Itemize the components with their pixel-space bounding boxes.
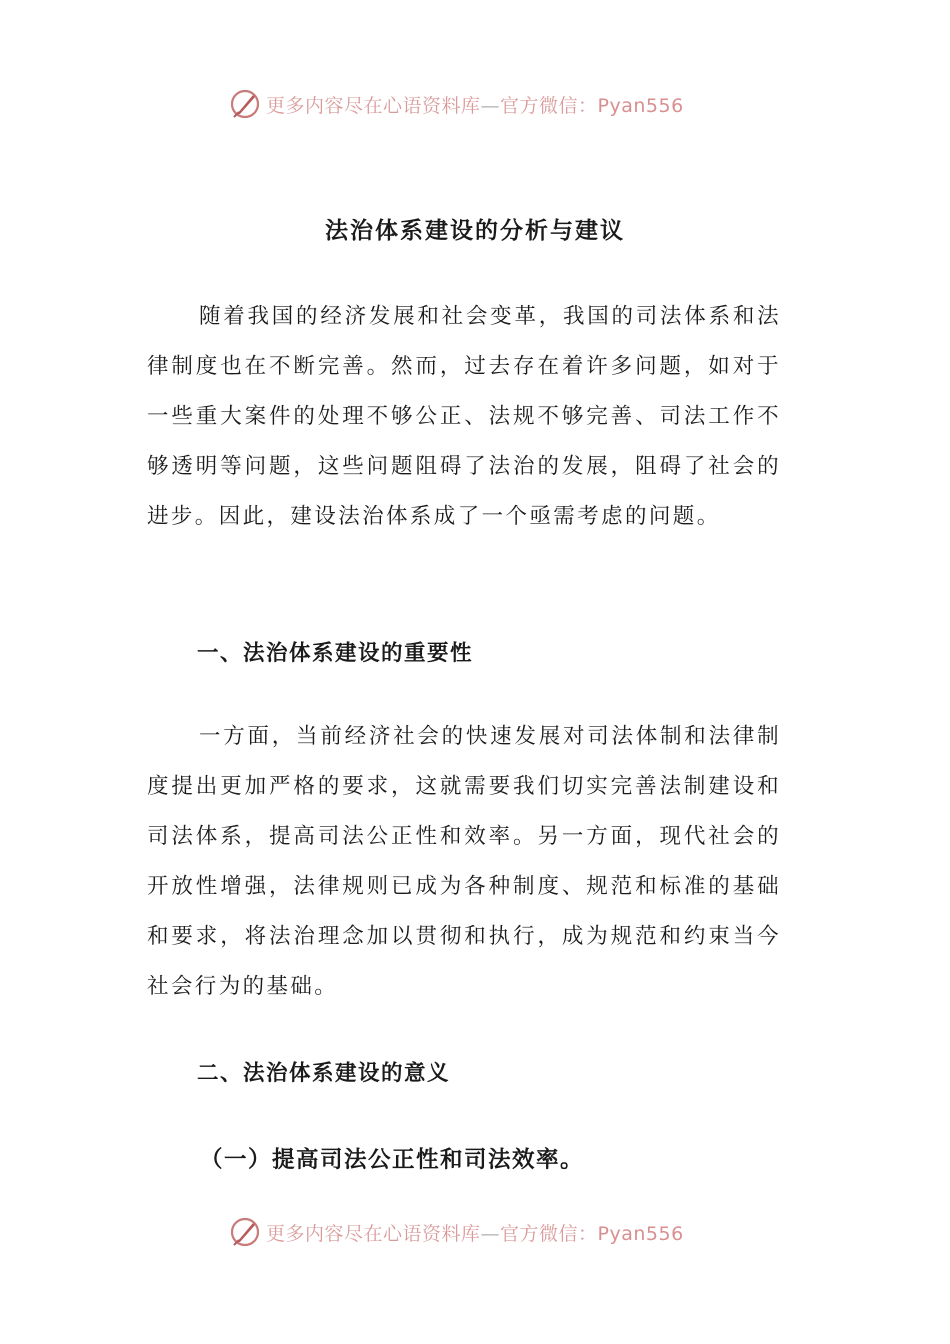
section-paragraph-importance: 一方面，当前经济社会的快速发展对司法体制和法律制度提出更加严格的要求，这就需要我们切实完善法制建设和司法体系，提高司法公正性和效率。另一方面，现代社会的开放性增强，法律规则已成为各种制度、规范和标准的基础和要求，将法治理念加以贯彻和执行，成为规范和约束当今社会行为的基础。: [147, 724, 781, 999]
watermark-text: 更多内容尽在心语资料库—官方微信：Pyan556: [266, 1222, 684, 1245]
watermark-banner-top: [0, 84, 950, 124]
watermark-text: 更多内容尽在心语资料库—官方微信：Pyan556: [266, 94, 684, 117]
document-title: 法治体系建设的分析与建议: [325, 217, 625, 244]
quill-pen-logo-icon: [228, 87, 262, 121]
watermark-content: [228, 84, 684, 124]
watermark-banner-bottom: [0, 1212, 950, 1252]
subsection-heading-justice-efficiency: （一）提高司法公正性和司法效率。: [200, 1147, 585, 1173]
quill-pen-logo-icon: [228, 1215, 262, 1249]
intro-paragraph: 随着我国的经济发展和社会变革，我国的司法体系和法律制度也在不断完善。然而，过去存在着许多问题，如对于一些重大案件的处理不够公正、法规不够完善、司法工作不够透明等问题，这些问题阻碍了法治的发展，阻碍了社会的进步。因此，建设法治体系成了一个亟需考虑的问题。: [147, 304, 781, 529]
section-heading-importance: 一、法治体系建设的重要性: [197, 641, 474, 666]
section-heading-significance: 二、法治体系建设的意义: [197, 1061, 451, 1086]
watermark-content: [228, 1212, 684, 1252]
